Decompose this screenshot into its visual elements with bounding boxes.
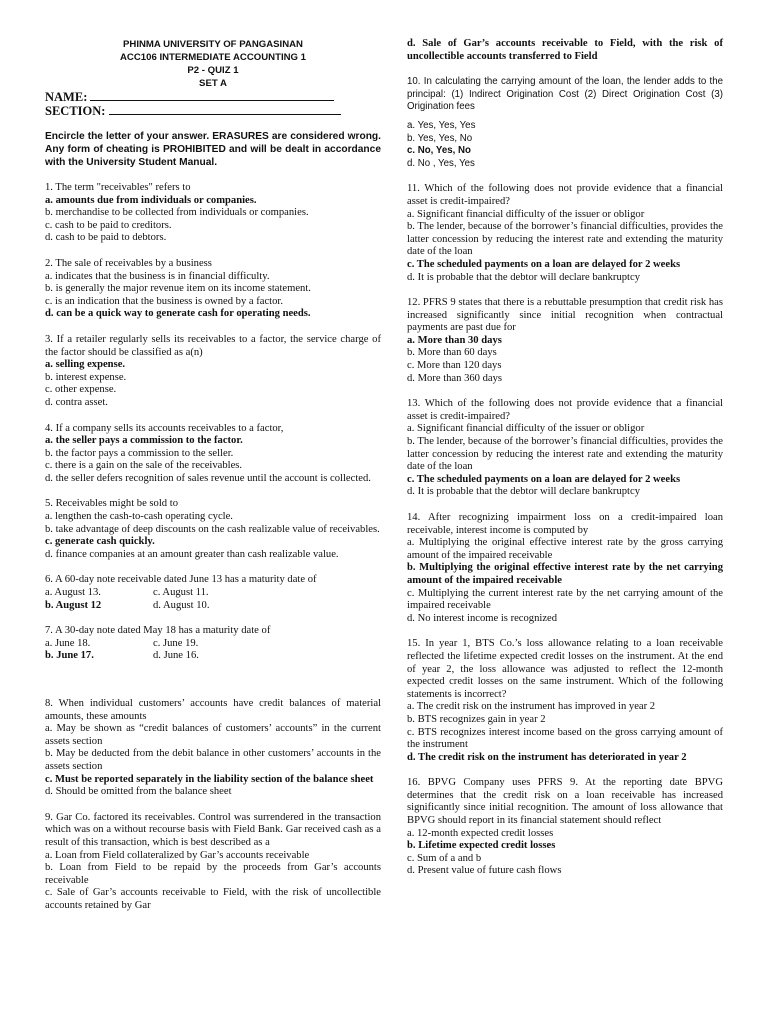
- option-c[interactable]: c. June 19.: [153, 637, 199, 649]
- option-c[interactable]: c. is an indication that the business is owned by a factor.: [45, 295, 284, 307]
- option-a[interactable]: a. August 13.: [45, 587, 101, 599]
- option-c[interactable]: c. Sale of Gar’s accounts receivable to Field, with the risk of uncollectible accounts retained by Gar: [45, 887, 381, 911]
- option-a[interactable]: a. the seller pays a commission to the factor.: [45, 435, 243, 447]
- question-3: [45, 334, 381, 410]
- question-text: 3. If a retailer regularly sells its receivables to a factor, the service charge of the factor should be classified as a(n): [45, 333, 381, 358]
- option-b[interactable]: b. May be deducted from the debit balance in other customers’ accounts in the assets section: [45, 748, 381, 772]
- option-d[interactable]: d. Present value of future cash flows: [407, 865, 562, 877]
- question-13: [407, 398, 723, 499]
- option-d[interactable]: d. June 16.: [153, 650, 199, 662]
- option-b[interactable]: b. August 12: [45, 599, 102, 611]
- option-c[interactable]: c. No, Yes, No: [407, 145, 471, 157]
- question-9: [45, 812, 381, 913]
- question-text: 14. After recognizing impairment loss on a credit-impaired loan receivable, interest income is computed by: [407, 512, 723, 536]
- option-b[interactable]: b. interest expense.: [45, 371, 127, 383]
- option-c[interactable]: c. Must be reported separately in the liability section of the balance sheet: [45, 773, 374, 785]
- option-c[interactable]: c. other expense.: [45, 384, 117, 396]
- option-a[interactable]: a. Significant financial difficulty of the issuer or obligor: [407, 208, 645, 220]
- question-text: 11. Which of the following does not provide evidence that a financial asset is credit-impaired?: [407, 183, 723, 207]
- option-c[interactable]: c. The scheduled payments on a loan are delayed for 2 weeks: [407, 473, 681, 485]
- section-blank[interactable]: [109, 104, 341, 115]
- option-a[interactable]: a. Yes, Yes, Yes: [407, 119, 476, 131]
- question-2: [45, 258, 381, 321]
- option-d[interactable]: d. finance companies at an amount greater than cash realizable value.: [45, 548, 339, 560]
- question-16: [407, 777, 723, 878]
- question-6: [45, 574, 381, 612]
- question-text: 13. Which of the following does not provide evidence that a financial asset is credit-impaired?: [407, 398, 723, 422]
- option-c[interactable]: c. Multiplying the current interest rate by the net carrying amount of the impaired receivable: [407, 587, 723, 612]
- question-12: [407, 297, 723, 385]
- question-10: [407, 76, 723, 170]
- option-d[interactable]: d. More than 360 days: [407, 372, 503, 384]
- option-b[interactable]: b. take advantage of deep discounts on the cash realizable value of receivables.: [45, 523, 380, 535]
- question-text: 1. The term "receivables" refers to: [45, 182, 191, 193]
- question-text: 10. In calculating the carrying amount of the loan, the lender adds to the principal: (1) Indirect Origination Cost (2) Direct Origination Cost (3) Origination fees: [407, 76, 723, 113]
- question-text: 6. A 60-day note receivable dated June 13 has a maturity date of: [45, 574, 317, 586]
- option-b[interactable]: b. June 17.: [45, 650, 94, 662]
- university-name: PHINMA UNIVERSITY OF PANGASINAN: [123, 39, 303, 50]
- option-a[interactable]: a. Loan from Field collateralized by Gar’s accounts receivable: [45, 849, 310, 861]
- option-d[interactable]: d. It is probable that the debtor will declare bankruptcy: [407, 486, 640, 498]
- option-c[interactable]: c. Sum of a and b: [407, 852, 482, 864]
- name-blank[interactable]: [90, 90, 334, 101]
- name-label: NAME:: [45, 90, 88, 104]
- question-text: 8. When individual customers’ accounts have credit balances of material amounts, these amounts: [45, 698, 381, 722]
- question-text: 2. The sale of receivables by a business: [45, 257, 212, 269]
- option-a[interactable]: a. Multiplying the original effective interest rate by the gross carrying amount of the impaired receivable: [407, 537, 723, 561]
- option-d[interactable]: d. The credit risk on the instrument has deteriorated in year 2: [407, 751, 687, 763]
- option-b[interactable]: b. is generally the major revenue item on its income statement.: [45, 283, 311, 295]
- option-c[interactable]: c. there is a gain on the sale of the receivables.: [45, 460, 243, 472]
- right-column: [407, 38, 723, 878]
- instructions: Encircle the letter of your answer. ERASURES are considered wrong. Any form of cheating is PROHIBITED and will be dealt in accordance with the University Student Manual.: [45, 131, 381, 168]
- option-b[interactable]: b. BTS recognizes gain in year 2: [407, 713, 546, 725]
- question-15: [407, 638, 723, 764]
- question-14: [407, 512, 723, 625]
- option-c[interactable]: c. More than 120 days: [407, 360, 502, 372]
- option-a[interactable]: a. More than 30 days: [407, 334, 502, 346]
- option-c[interactable]: c. generate cash quickly.: [45, 536, 155, 548]
- option-b[interactable]: b. The lender, because of the borrower’s financial difficulties, provides the latter concession by reducing the interest rate and extending the maturity date of the loan: [407, 436, 723, 473]
- option-b[interactable]: b. merchandise to be collected from individuals or companies.: [45, 207, 309, 219]
- question-text: 7. A 30-day note dated May 18 has a maturity date of: [45, 625, 271, 637]
- course-title: ACC106 INTERMEDIATE ACCOUNTING 1: [119, 52, 307, 63]
- option-a[interactable]: a. selling expense.: [45, 359, 126, 371]
- option-d[interactable]: d. cash to be paid to debtors.: [45, 232, 167, 244]
- option-c[interactable]: c. BTS recognizes interest income based on the gross carrying amount of the instrument: [407, 726, 723, 751]
- section-label: SECTION:: [45, 104, 106, 118]
- option-b[interactable]: b. Loan from Field to be repaid by the proceeds from Gar’s accounts receivable: [45, 862, 381, 886]
- option-d[interactable]: d. No interest income is recognized: [407, 612, 558, 624]
- question-text: 5. Receivables might be sold to: [45, 498, 178, 510]
- option-a[interactable]: a. indicates that the business is in financial difficulty.: [45, 270, 270, 282]
- option-a[interactable]: a. The credit risk on the instrument has improved in year 2: [407, 701, 656, 713]
- option-d[interactable]: d. the seller defers recognition of sales revenue until the account is collected.: [45, 472, 371, 484]
- option-d[interactable]: d. contra asset.: [45, 396, 108, 408]
- question-text: 15. In year 1, BTS Co.’s loss allowance relating to a loan receivable reflected the lifetime expected credit losses on the instrument. At the end of year 2, the loss allowance was adjusted to reflect the 12-month expected credit losses on the same instrument. Which of the following statements is incorrect?: [407, 638, 723, 700]
- option-d[interactable]: d. It is probable that the debtor will declare bankruptcy: [407, 271, 640, 283]
- option-a[interactable]: a. June 18.: [45, 637, 91, 649]
- option-b[interactable]: b. the factor pays a commission to the seller.: [45, 447, 234, 459]
- quiz-title: P2 - QUIZ 1: [187, 65, 239, 76]
- left-column: [45, 38, 381, 913]
- question-9-option-d[interactable]: d. Sale of Gar’s accounts receivable to Field, with the risk of uncollectible accounts transferred to Field: [407, 38, 723, 62]
- option-b[interactable]: b. More than 60 days: [407, 347, 497, 359]
- section-field[interactable]: [45, 104, 381, 118]
- option-a[interactable]: a. Significant financial difficulty of the issuer or obligor: [407, 423, 645, 435]
- option-d[interactable]: d. can be a quick way to generate cash for operating needs.: [45, 308, 311, 320]
- option-d[interactable]: d. August 10.: [153, 599, 210, 611]
- option-a[interactable]: a. 12-month expected credit losses: [407, 827, 554, 839]
- quiz-header: [45, 38, 381, 90]
- option-a[interactable]: a. May be shown as “credit balances of customers’ accounts” in the current assets section: [45, 723, 381, 747]
- question-7: [45, 625, 381, 663]
- question-11: [407, 183, 723, 284]
- question-4: [45, 423, 381, 486]
- question-8: [45, 698, 381, 799]
- option-c[interactable]: c. cash to be paid to creditors.: [45, 219, 172, 231]
- option-d[interactable]: d. Should be omitted from the balance sheet: [45, 786, 232, 798]
- option-a[interactable]: a. amounts due from individuals or companies.: [45, 194, 257, 206]
- option-b[interactable]: b. Multiplying the original effective interest rate by the net carrying amount of the impaired receivable: [407, 562, 723, 586]
- question-text: 12. PFRS 9 states that there is a rebuttable presumption that credit risk has increased significantly since initial recognition when contractual payments are past due for: [407, 297, 723, 334]
- option-a[interactable]: a. lengthen the cash-to-cash operating cycle.: [45, 511, 233, 523]
- option-d[interactable]: d. No , Yes, Yes: [407, 157, 475, 169]
- option-b[interactable]: b. The lender, because of the borrower’s financial difficulties, provides the latter concession by reducing the interest rate and extending the maturity date of the loan: [407, 221, 723, 258]
- option-b[interactable]: b. Yes, Yes, No: [407, 132, 473, 144]
- option-c[interactable]: c. August 11.: [153, 587, 209, 599]
- question-text: 16. BPVG Company uses PFRS 9. At the reporting date BPVG determines that the credit risk on a loan receivable has increased significantly since initial recognition. The amount of loss allowance that BPVG should report in its financial statement should reflect: [407, 777, 723, 827]
- question-text: 9. Gar Co. factored its receivables. Control was surrendered in the transaction which was on a without recourse basis with Field Bank. Gar received cash as a result of this transaction, which is best described as a: [45, 811, 381, 848]
- question-5: [45, 498, 381, 561]
- name-field[interactable]: [45, 90, 381, 104]
- set-label: SET A: [199, 78, 227, 89]
- option-c[interactable]: c. The scheduled payments on a loan are delayed for 2 weeks: [407, 258, 681, 270]
- question-1: [45, 182, 381, 245]
- question-text: 4. If a company sells its accounts receivables to a factor,: [45, 422, 284, 434]
- option-b[interactable]: b. Lifetime expected credit losses: [407, 840, 556, 852]
